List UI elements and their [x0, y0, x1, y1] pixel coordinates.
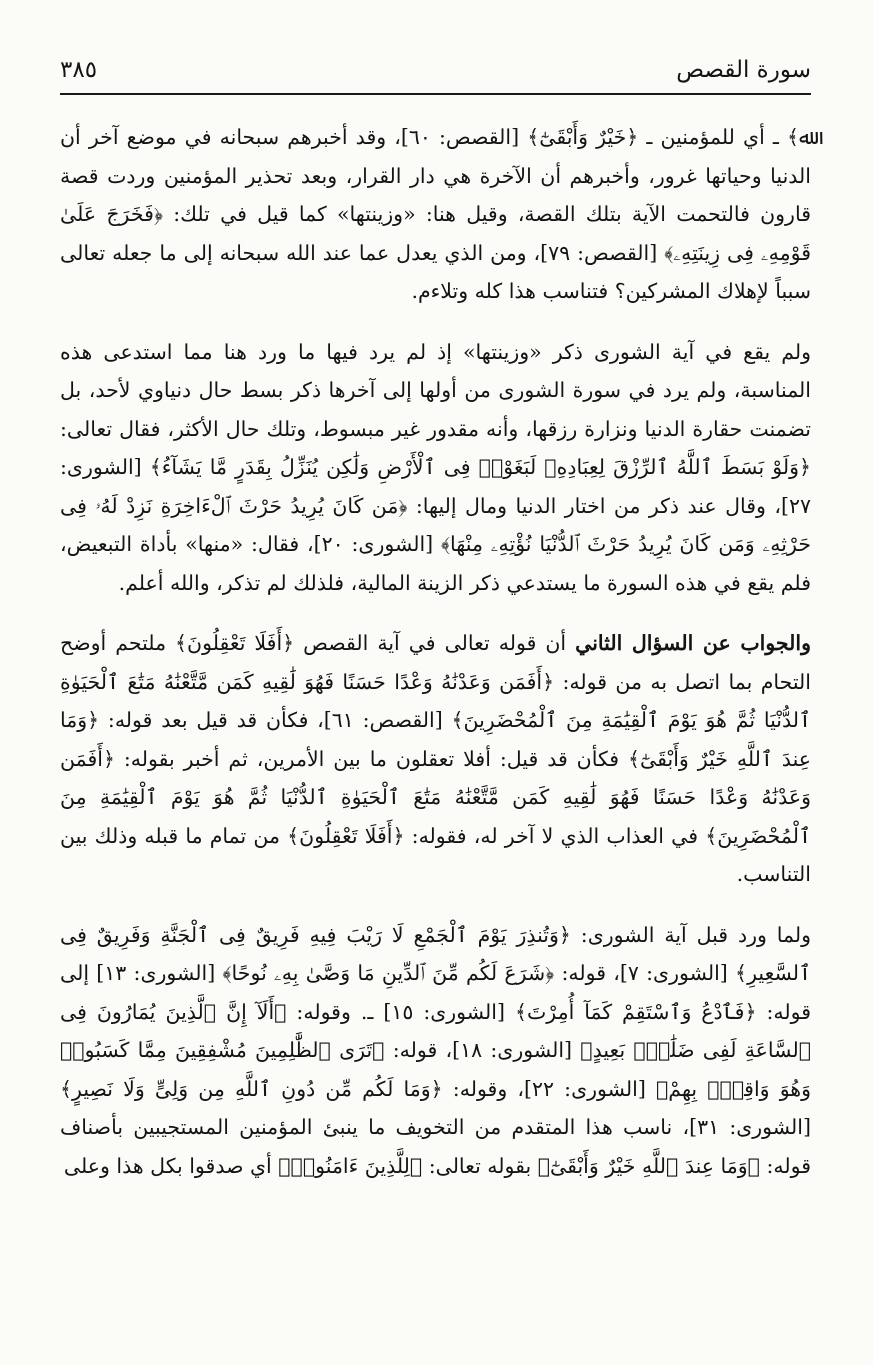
running-header	[60, 48, 811, 92]
paragraph-3	[60, 624, 811, 894]
paragraph-4-text: ولما ورد قبل آية الشورى: ﴿وَتُنذِرَ يَوْمَ ٱلْجَمْعِ لَا رَيْبَ فِيهِ فَرِيقٌ فِى ٱلْجَنَّةِ وَفَرِيقٌ فِى ٱلسَّعِيرِ﴾ [الشورى: ٧]، قوله: ﴿شَرَعَ لَكُم مِّنَ ٱلدِّينِ مَا وَصَّىٰ بِهِۦ نُوحًا﴾ [الشورى: ١٣] إلى قوله: ﴿فَٱدْعُ وَٱسْتَقِمْ كَمَآ أُمِرْتَ﴾ [الشورى: ١٥] ـ. وقوله: ﴿أَلَآ إِنَّ ٱلَّذِينَ يُمَارُونَ فِى ٱلسَّاعَةِ لَفِى ضَلَٰلٍۭ بَعِيدٍ﴾ [الشورى: ١٨]، قوله: ﴿تَرَى ٱلظَّٰلِمِينَ مُشْفِقِينَ مِمَّا كَسَبُوا۟ وَهُوَ وَاقِعٌۢ بِهِمْ﴾ [الشورى: ٢٢]، وقوله: ﴿وَمَا لَكُم مِّن دُونِ ٱللَّهِ مِن وَلِىٍّ وَلَا نَصِيرٍ﴾ [الشورى: ٣١]، ناسب هذا المتقدم من التخويف ما ينبئ المؤمنين المستجيبين بأصناف قوله: ﴿وَمَا عِندَ ٱللَّهِ خَيْرٌ وَأَبْقَىٰٓ﴾ بقوله تعالى: ﴿لِلَّذِينَ ءَامَنُوا۟﴾ أي صدقوا بكل هذا وعلى	[60, 922, 812, 1178]
paragraph-2-text: ولم يقع في آية الشورى ذكر «وزينتها» إذ لم يرد فيها ما ورد هنا مما استدعى هذه المناسبة، ولم يرد في سورة الشورى من أولها إلى آخرها ذكر بسط حال دنياوي لأحد، بل تضمنت حقارة الدنيا ونزارة رزقها، وأنه مقدور غير مبسوط، وتلك حال الأكثر، فقال تعالى: ﴿وَلَوْ بَسَطَ ٱللَّهُ ٱلرِّزْقَ لِعِبَادِهِۦ لَبَغَوْا۟ فِى ٱلْأَرْضِ وَلَٰكِن يُنَزِّلُ بِقَدَرٍ مَّا يَشَآءُ﴾ [الشورى: ٢٧]، وقال عند ذكر من اختار الدنيا ومال إليها: ﴿مَن كَانَ يُرِيدُ حَرْثَ ٱلْءَاخِرَةِ نَزِدْ لَهُۥ فِى حَرْثِهِۦ وَمَن كَانَ يُرِيدُ حَرْثَ ٱلدُّنْيَا نُؤْتِهِۦ مِنْهَا﴾ [الشورى: ٢٠]، فقال: «منها» بأداة التبعيض، فلم يقع في هذه السورة ما يستدعي ذكر الزينة المالية، فلذلك لم تذكر، والله أعلم.	[60, 339, 811, 595]
surah-title: سورة القصص	[676, 57, 811, 83]
paragraph-4	[60, 916, 811, 1186]
paragraph-2	[60, 333, 811, 603]
paragraph-3-bold-lead: والجواب عن السؤال الثاني	[575, 631, 811, 655]
body-text	[60, 118, 811, 1207]
paragraph-1	[60, 118, 811, 311]
paragraph-1-text: ﷲ﴾ ـ أي للمؤمنين ـ ﴿خَيْرٌ وَأَبْقَىٰٓ﴾ [القصص: ٦٠]، وقد أخبرهم سبحانه في موضع آخر أن الدنيا وحياتها غرور، وأخبرهم أن الآخرة هي دار القرار، وبعد تحذير المؤمنين وردت قصة قارون فالتحمت الآية بتلك القصة، وقيل هنا: «وزينتها» كما قيل في تلك: ﴿فَخَرَجَ عَلَىٰ قَوْمِهِۦ فِى زِينَتِهِۦ﴾ [القصص: ٧٩]، ومن الذي يعدل عما عند الله سبحانه إلى ما جعله تعالى سبباً لإهلاك المشركين؟ فتناسب هذا كله وتلاءم.	[60, 125, 812, 303]
paragraph-3-text: أن قوله تعالى في آية القصص ﴿أَفَلَا تَعْقِلُونَ﴾ ملتحم أوضح التحام بما اتصل به من قوله: ﴿أَفَمَن وَعَدْنَٰهُ وَعْدًا حَسَنًا فَهُوَ لَٰقِيهِ كَمَن مَّتَّعْنَٰهُ مَتَٰعَ ٱلْحَيَوٰةِ ٱلدُّنْيَا ثُمَّ هُوَ يَوْمَ ٱلْقِيَٰمَةِ مِنَ ٱلْمُحْضَرِينَ﴾ [القصص: ٦١]، فكأن قد قيل بعد قوله: ﴿وَمَا عِندَ ٱللَّهِ خَيْرٌ وَأَبْقَىٰٓ﴾ فكأن قد قيل: أفلا تعقلون ما بين الأمرين، ثم أخبر بقوله: ﴿أَفَمَن وَعَدْنَٰهُ وَعْدًا حَسَنًا فَهُوَ لَٰقِيهِ كَمَن مَّتَّعْنَٰهُ مَتَٰعَ ٱلْحَيَوٰةِ ٱلدُّنْيَا ثُمَّ هُوَ يَوْمَ ٱلْقِيَٰمَةِ مِنَ ٱلْمُحْضَرِينَ﴾ في العذاب الذي لا آخر له، فقوله: ﴿أَفَلَا تَعْقِلُونَ﴾ من تمام ما قبله وذلك بين التناسب.	[60, 631, 811, 886]
header-rule	[60, 93, 811, 95]
page-number: ٣٨٥	[60, 57, 98, 83]
